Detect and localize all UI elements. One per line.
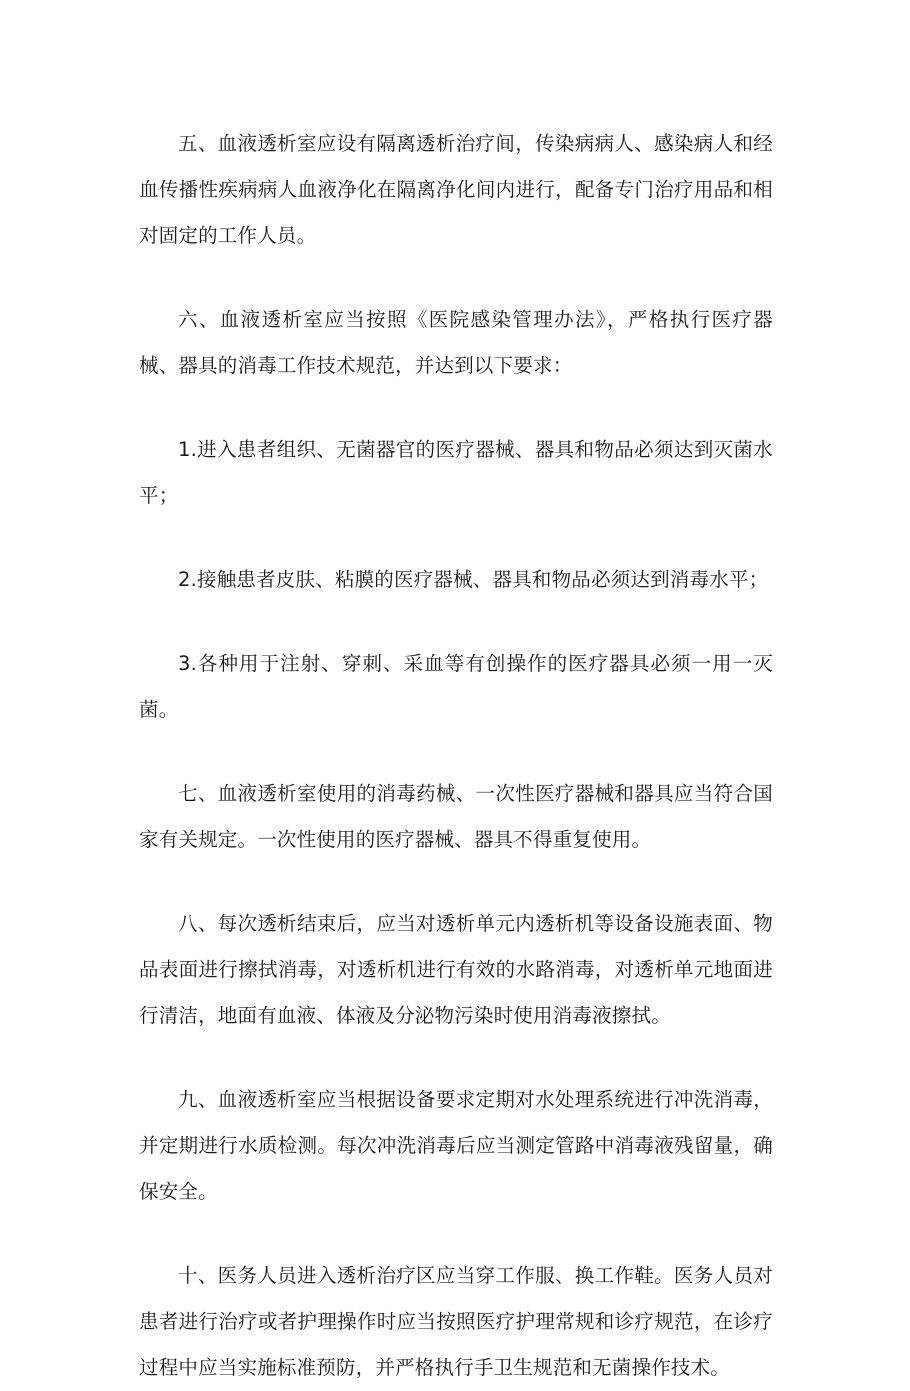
paragraph-item-8: 八、每次透析结束后，应当对透析单元内透析机等设备设施表面、物品表面进行擦拭消毒，对透析机进行有效的水路消毒，对透析单元地面进行清洁，地面有血液、体液及分泌物污染时使用消毒液擦拭。: [139, 912, 773, 1027]
paragraph-item-10: 十、医务人员进入透析治疗区应当穿工作服、换工作鞋。医务人员对患者进行治疗或者护理操作时应当按照医疗护理常规和诊疗规范，在诊疗过程中应当实施标准预防，并严格执行手卫生规范和无菌操作技术。: [139, 1264, 773, 1379]
paragraph-item-9: 九、血液透析室应当根据设备要求定期对水处理系统进行冲洗消毒，并定期进行水质检测。每次冲洗消毒后应当测定管路中消毒液残留量，确保安全。: [139, 1088, 773, 1203]
paragraph-item-6: 六、血液透析室应当按照《医院感染管理办法》，严格执行医疗器械、器具的消毒工作技术规范，并达到以下要求：: [139, 308, 773, 377]
paragraph-item-5: 五、血液透析室应设有隔离透析治疗间，传染病病人、感染病人和经血传播性疾病病人血液净化在隔离净化间内进行，配备专门治疗用品和相对固定的工作人员。: [139, 132, 773, 247]
sub-item-3: 3.各种用于注射、穿刺、采血等有创操作的医疗器具必须一用一灭菌。: [139, 652, 773, 721]
document-body: [139, 121, 773, 1391]
sub-item-1: 1.进入患者组织、无菌器官的医疗器械、器具和物品必须达到灭菌水平；: [139, 438, 773, 507]
sub-item-2: 2.接触患者皮肤、粘膜的医疗器械、器具和物品必须达到消毒水平；: [178, 568, 769, 591]
paragraph-item-7: 七、血液透析室使用的消毒药械、一次性医疗器械和器具应当符合国家有关规定。一次性使用的医疗器械、器具不得重复使用。: [139, 782, 773, 851]
